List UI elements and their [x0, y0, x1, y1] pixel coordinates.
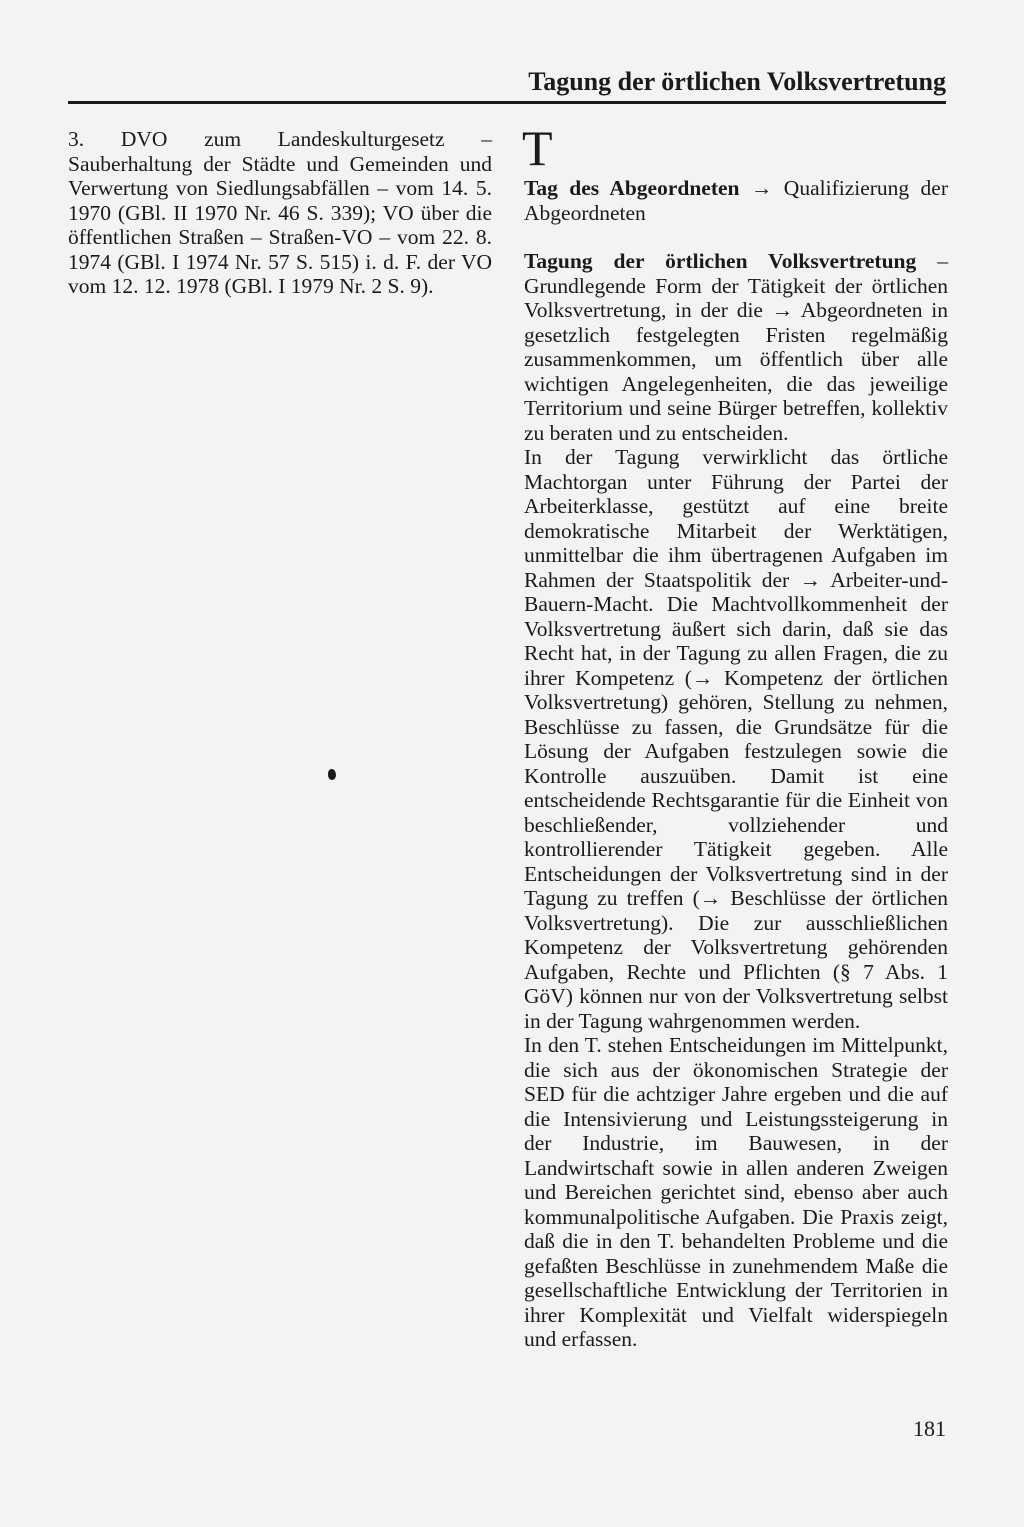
section-letter: T [522, 120, 553, 176]
left-column [68, 127, 492, 299]
right-column [524, 176, 948, 1352]
entry-headword: Tagung der örtlichen Volksvertretung [524, 249, 917, 273]
left-column-text: 3. DVO zum Landeskulturgesetz – Sauberhaltung der Städte und Gemeinden und Verwertung von Siedlungsabfällen – vom 14. 5. 1970 (GBl. II 1970 Nr. 46 S. 339); VO über die öffentlichen Straßen – Straßen-VO – vom 22. 8. 1974 (GBl. I 1974 Nr. 57 S. 515) i. d. F. der VO vom 12. 12. 1978 (GBl. I 1979 Nr. 2 S. 9). [68, 127, 492, 298]
headword-dash: – [937, 249, 948, 273]
header-rule [68, 101, 946, 104]
entry-paragraph-1 [524, 249, 948, 445]
cross-reference: Qualifizierung der Abgeordneten [524, 176, 949, 225]
arrow-icon: → [750, 176, 773, 200]
entry-tagung [524, 249, 948, 1352]
entry-paragraph-3: In den T. stehen Entscheidungen im Mittelpunkt, die sich aus der ökonomischen Strategie der SED für die achtziger Jahre ergeben und die auf die Intensivierung und Leistungssteigerung in der Industrie, im Bauwesen, in der Landwirtschaft sowie in allen anderen Zweigen und Bereichen gerichtet sind, ebenso aber auch kommunalpolitische Aufgaben. Die Praxis zeigt, daß die in den T. behandelten Probleme und die gefaßten Beschlüsse in zunehmendem Maße die gesellschaftliche Entwicklung der Territorien in ihrer Komplexität und Vielfalt widerspiegeln und erfassen. [524, 1033, 948, 1351]
entry-text [524, 176, 948, 225]
page-number: 181 [913, 1416, 946, 1441]
entry-tag-des-abgeordneten [524, 176, 948, 225]
ink-blot [328, 769, 336, 780]
entry-headword: Tag des Abgeordneten [524, 176, 740, 200]
entry-paragraph-2: In der Tagung verwirklicht das örtliche Machtorgan unter Führung der Partei der Arbeiterklasse, gestützt auf eine breite demokratische Mitarbeit der Werktätigen, unmittelbar die ihm übertragenen Aufgaben im Rahmen der Staatspolitik der → Arbeiter-und-Bauern-Macht. Die Machtvollkommenheit der Volksvertretung äußert sich darin, daß sie das Recht hat, in der Tagung zu allen Fragen, die zu ihrer Kompetenz (→ Kompetenz der örtlichen Volksvertretung) gehören, Stellung zu nehmen, Beschlüsse zu fassen, die Grundsätze für die Lösung der Aufgaben festzulegen sowie die Kontrolle auszuüben. Damit ist eine entscheidende Rechtsgarantie für die Einheit von beschließender, vollziehender und kontrollierender Tätigkeit gegeben. Alle Entscheidungen der Volksvertretung sind in der Tagung zu treffen (→ Beschlüsse der örtlichen Volksvertretung). Die zur ausschließlichen Kompetenz der Volksvertretung gehörenden Aufgaben, Rechte und Pflichten (§ 7 Abs. 1 GöV) können nur von der Volksvertretung selbst in der Tagung wahrgenommen werden. [524, 445, 948, 1033]
entry-body: Grundlegende Form der Tätigkeit der örtlichen Volksvertretung, in der die → Abgeordneten in gesetzlich festgelegten Fristen regelmäßig zusammenkommen, um öffentlich über alle wichtigen Angelegenheiten, die das jeweilige Territorium und seine Bürger betreffen, kollektiv zu beraten und zu entscheiden. [524, 273, 948, 445]
running-head: Tagung der örtlichen Volksvertretung [528, 67, 946, 96]
